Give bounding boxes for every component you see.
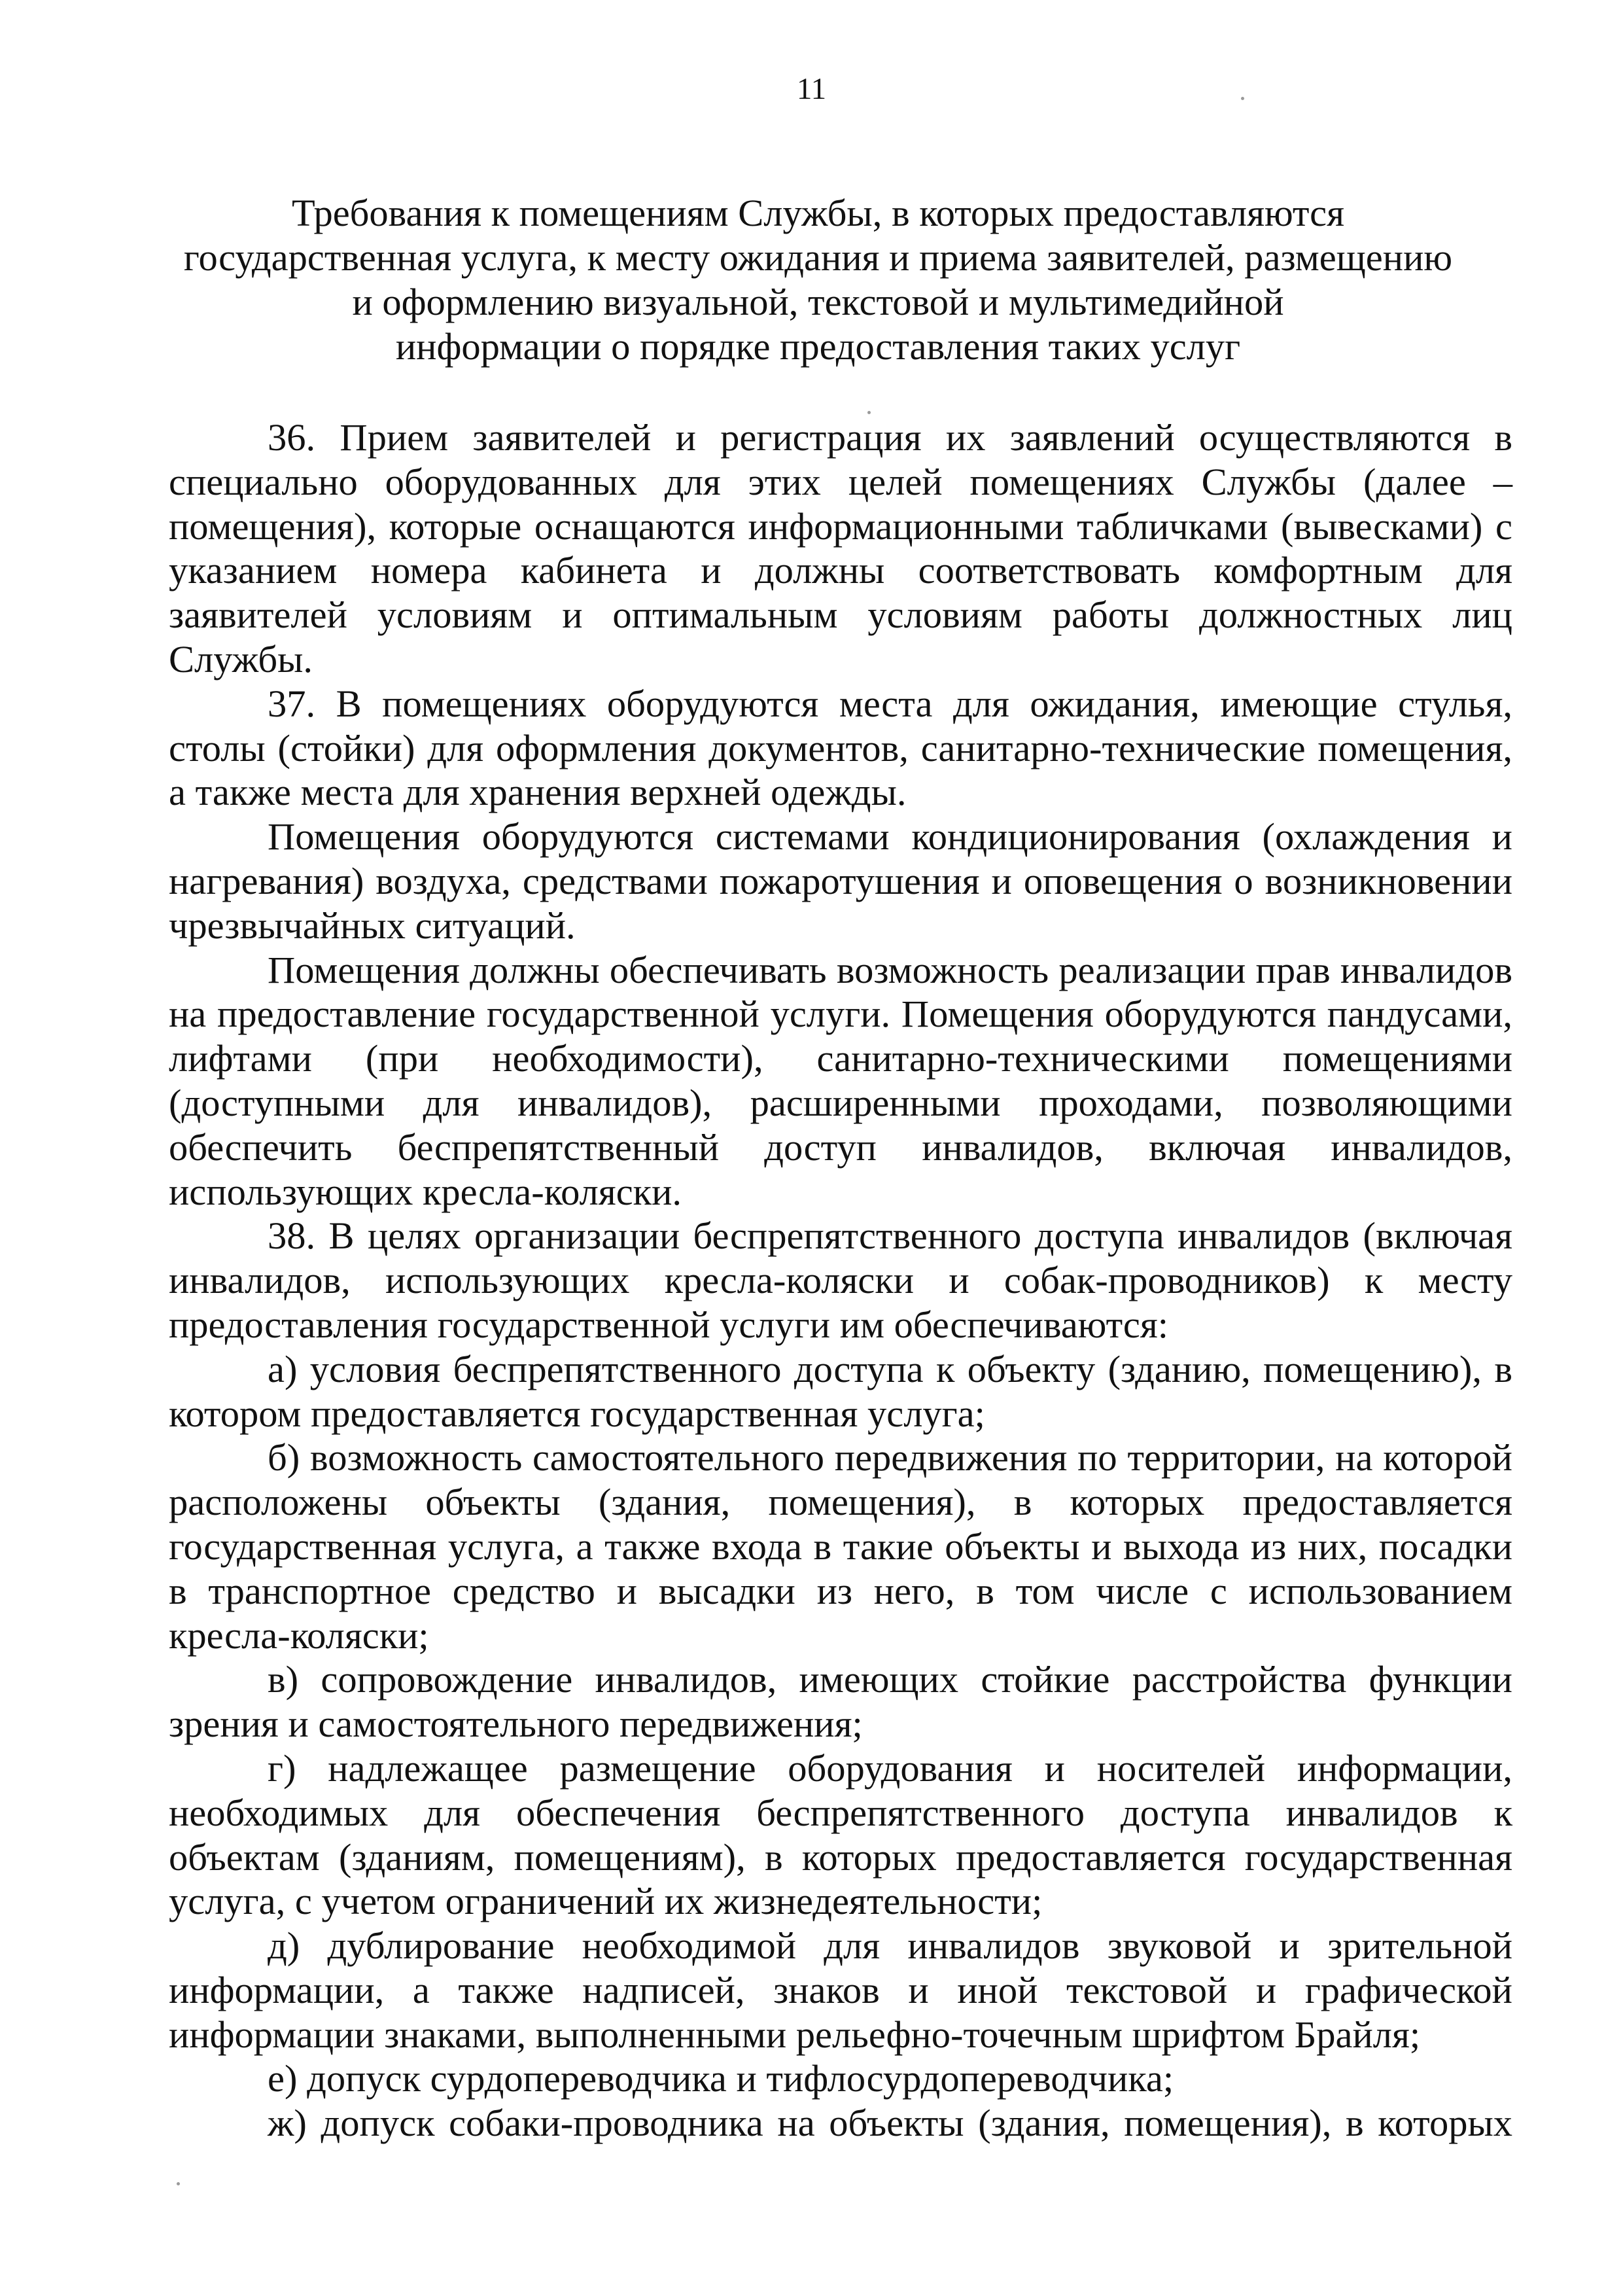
list-item-e: е) допуск сурдопереводчика и тифлосурдопереводчика; (268, 2057, 1174, 2100)
title-line: Требования к помещениям Службы, в которых предоставляются (291, 192, 1345, 234)
title-line: и оформлению визуальной, текстовой и мультимедийной (352, 281, 1284, 323)
list-item-d: д) дублирование необходимой для инвалидов звуковой и зрительной информации, а также надписей, знаков и иной текстовой и графической информации знаками, выполненными рельефно-точечным шрифтом Брайля; (169, 1924, 1512, 2056)
paragraph-37-accessibility: Помещения должны обеспечивать возможность реализации прав инвалидов на предоставление государственной услуги. Помещения оборудуются пандусами, лифтами (при необходимости), санитарно-техническими помещениями (доступными для инвалидов), расширенными проходами, позволяющими обеспечить беспрепятственный доступ инвалидов, включая инвалидов, использующих кресла-коляски. (169, 948, 1512, 1213)
list-item-a: а) условия беспрепятственного доступа к объекту (зданию, помещению), в котором предоставляется государственная услуга; (169, 1347, 1512, 1435)
scan-speck (1241, 97, 1244, 100)
document-body (169, 415, 1512, 2146)
scan-speck (177, 2182, 180, 2185)
section-title (183, 191, 1453, 369)
list-item-v: в) сопровождение инвалидов, имеющих стойкие расстройства функции зрения и самостоятельного передвижения; (169, 1658, 1512, 1746)
title-line: информации о порядке предоставления таких услуг (395, 325, 1241, 368)
list-item-b: б) возможность самостоятельного передвижения по территории, на которой расположены объекты (здания, помещения), в которых предоставляется государственная услуга, а также входа в такие объекты и выхода из них, посадки в транспортное средство и высадки из него, в том числе с использованием кресла-коляски; (169, 1436, 1512, 1657)
paragraph-38: 38. В целях организации беспрепятственного доступа инвалидов (включая инвалидов, использующих кресла-коляски и собак-проводников) к месту предоставления государственной услуги им обеспечиваются: (169, 1214, 1512, 1346)
title-line: государственная услуга, к месту ожидания и приема заявителей, размещению (183, 236, 1453, 279)
list-item-zh: ж) допуск собаки-проводника на объекты (здания, помещения), в которых (268, 2102, 1512, 2145)
page-number: 11 (796, 72, 827, 106)
paragraph-37-climate: Помещения оборудуются системами кондиционирования (охлаждения и нагревания) воздуха, средствами пожаротушения и оповещения о возникновении чрезвычайных ситуаций. (169, 815, 1512, 947)
paragraph-36: 36. Прием заявителей и регистрация их заявлений осуществляются в специально оборудованных для этих целей помещениях Службы (далее – помещения), которые оснащаются информационными табличками (вывесками) с указанием номера кабинета и должны соответствовать комфортным для заявителей условиям и оптимальным условиям работы должностных лиц Службы. (169, 416, 1512, 680)
list-item-g: г) надлежащее размещение оборудования и носителей информации, необходимых для обеспечения беспрепятственного доступа инвалидов к объектам (зданиям, помещениям), в которых предоставляется государственная услуга, с учетом ограничений их жизнедеятельности; (169, 1746, 1512, 1923)
paragraph-37: 37. В помещениях оборудуются места для ожидания, имеющие стулья, столы (стойки) для оформления документов, санитарно-технические помещения, а также места для хранения верхней одежды. (169, 682, 1512, 814)
scan-speck (867, 411, 871, 414)
